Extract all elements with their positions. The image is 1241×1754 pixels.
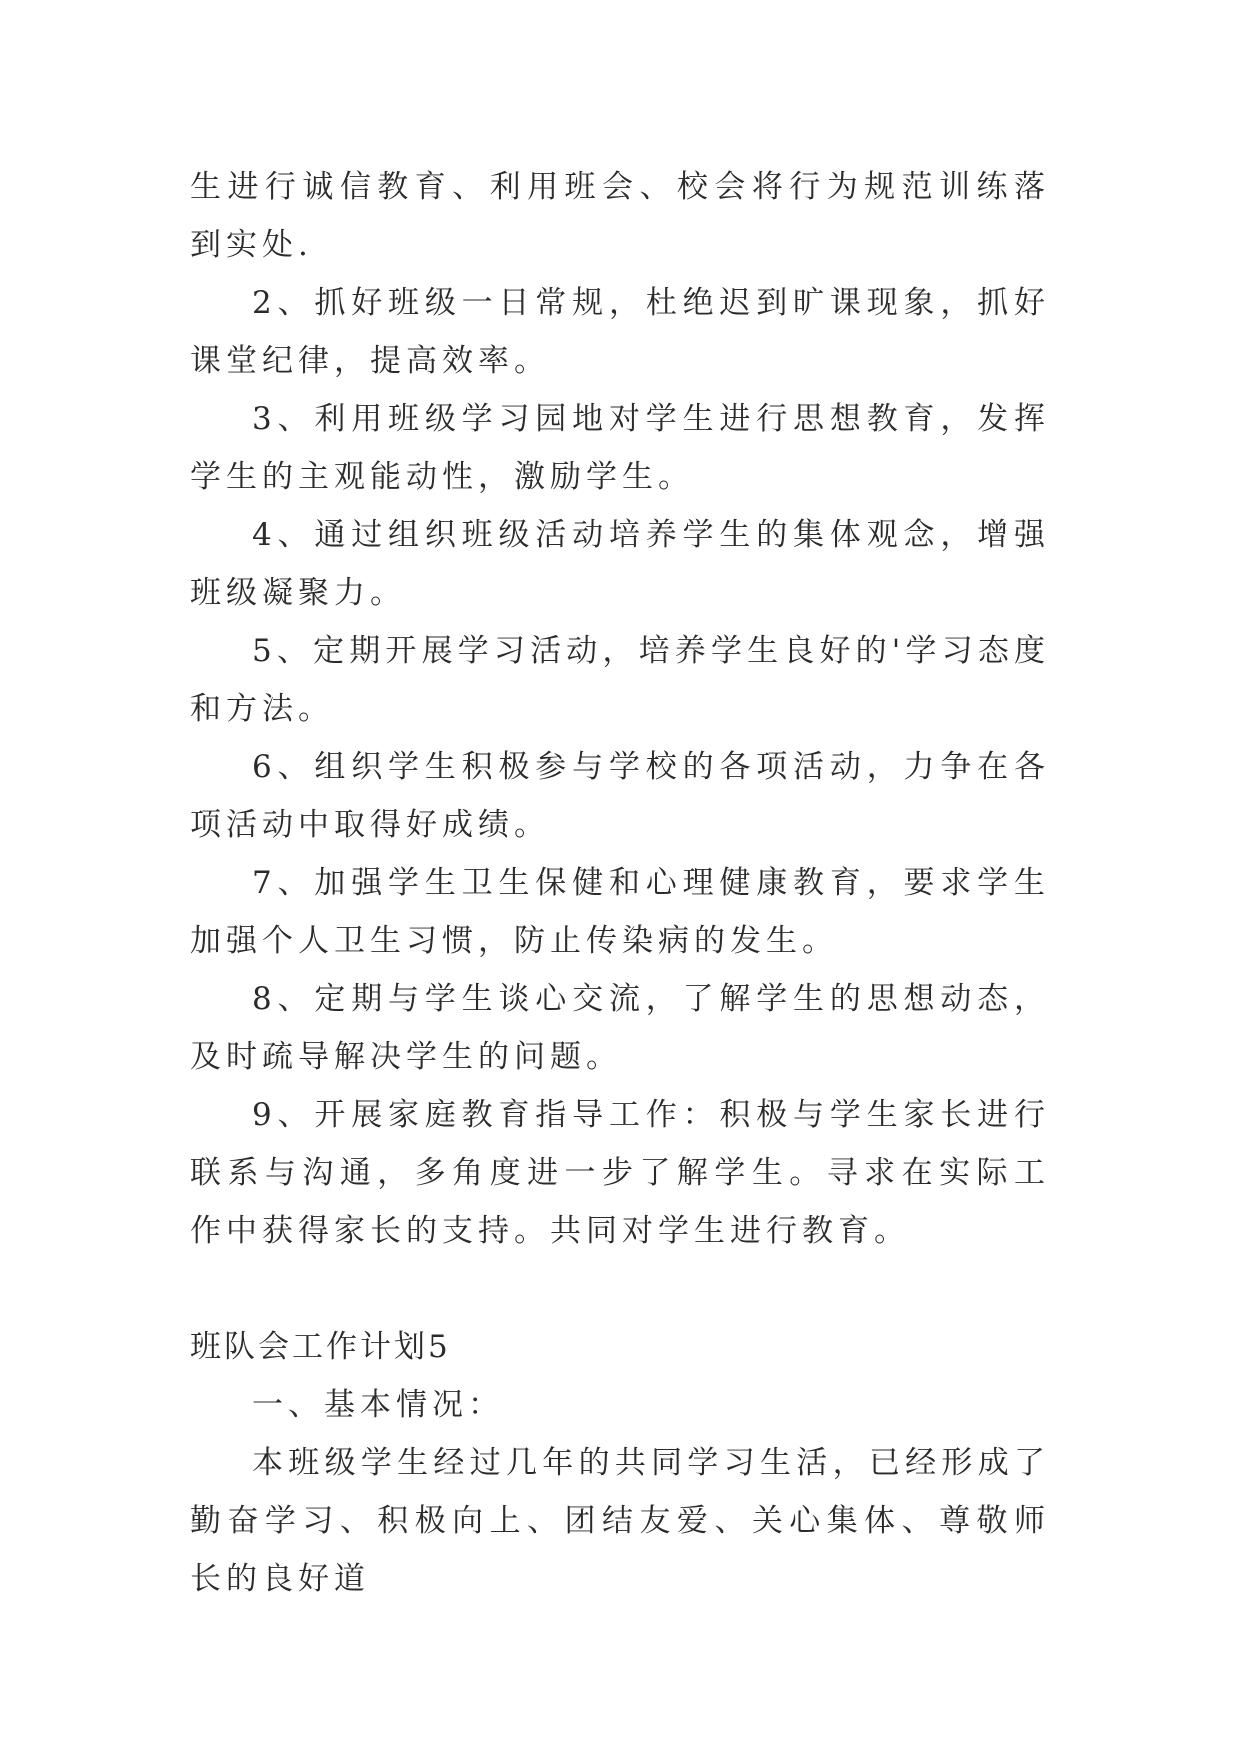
- subheading: 一、基本情况：: [252, 1387, 504, 1423]
- list-item-9: 9、开展家庭教育指导工作：积极与学生家长进行联系与沟通，多角度进一步了解学生。寻求在实际工作中获得家长的支持。共同对学生进行教育。: [190, 1097, 1050, 1249]
- list-item-4: 4、通过组织班级活动培养学生的集体观念，增强班级凝聚力。: [190, 517, 1050, 611]
- list-item-6: 6、组织学生积极参与学校的各项活动，力争在各项活动中取得好成绩。: [190, 749, 1050, 843]
- list-item-3: 3、利用班级学习园地对学生进行思想教育，发挥学生的主观能动性，激励学生。: [190, 401, 1050, 495]
- paragraph-basic-situation: 本班级学生经过几年的共同学习生活，已经形成了勤奋学习、积极向上、团结友爱、关心集体、尊敬师长的良好道: [190, 1445, 1050, 1597]
- paragraph-continuation: 生进行诚信教育、利用班会、校会将行为规范训练落到实处.: [190, 169, 1050, 263]
- section-title: 班队会工作计划5: [190, 1329, 451, 1365]
- document-body: [190, 158, 1050, 1608]
- list-item-5: 5、定期开展学习活动，培养学生良好的'学习态度和方法。: [190, 633, 1050, 727]
- list-item-7: 7、加强学生卫生保健和心理健康教育，要求学生加强个人卫生习惯，防止传染病的发生。: [190, 865, 1050, 959]
- list-item-2: 2、抓好班级一日常规，杜绝迟到旷课现象，抓好课堂纪律，提高效率。: [190, 285, 1050, 379]
- list-item-8: 8、定期与学生谈心交流，了解学生的思想动态，及时疏导解决学生的问题。: [190, 981, 1050, 1075]
